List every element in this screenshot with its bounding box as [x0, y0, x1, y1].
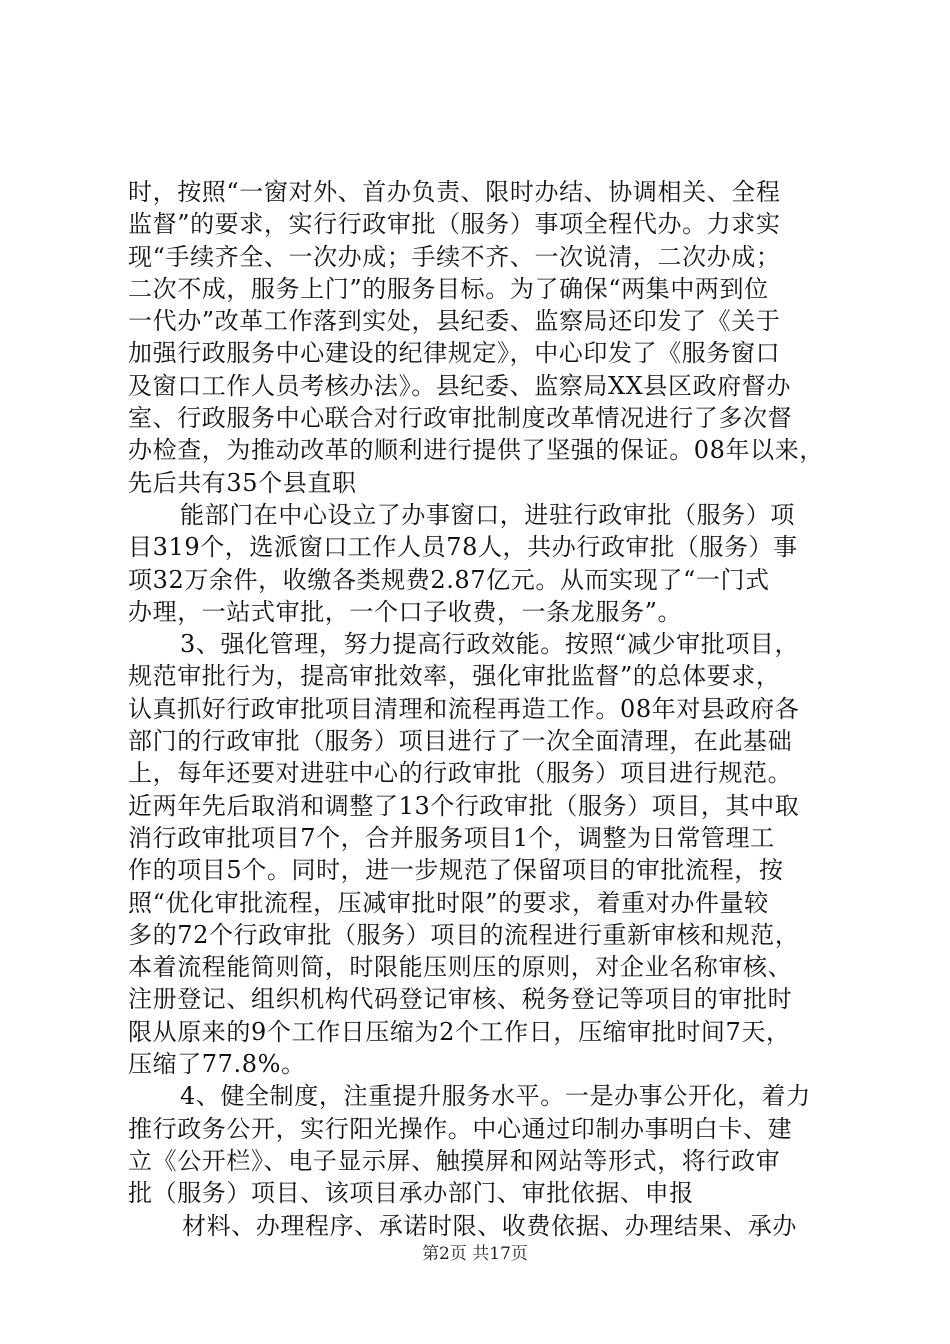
paragraph-start-line: 材料、办理程序、承诺时限、收费依据、办理结果、承办 [182, 1211, 797, 1240]
paragraph-start-line: 能部门在中心设立了办事窗口，进驻行政审批（服务）项 [180, 500, 795, 529]
text-line: 办理，一站式审批，一个口子收费，一条龙服务”。 [128, 597, 683, 626]
text-line: 及窗口工作人员考核办法》。县纪委、监察局XX县区政府督办 [128, 371, 791, 400]
page-number-footer: 第2页 共17页 [422, 1244, 528, 1264]
text-line: 照“优化审批流程，压减审批时限”的要求，着重对办件量较 [128, 888, 769, 917]
text-line: 一代办”改革工作落到实处，县纪委、监察局还印发了《关于 [128, 307, 781, 336]
text-line: 部门的行政审批（服务）项目进行了一次全面清理，在此基础 [128, 727, 793, 756]
text-line: 作的项目5个。同时，进一步规范了保留项目的审批流程，按 [128, 856, 784, 885]
text-line: 监督”的要求，实行行政审批（服务）事项全程代办。力求实 [128, 210, 781, 239]
paragraph-start-line: 4、健全制度，注重提升服务水平。一是办事公开化，着力 [180, 1082, 811, 1111]
text-line: 规范审批行为，提高审批效率，强化审批监督”的总体要求， [128, 662, 781, 691]
text-line: 加强行政服务中心建设的纪律规定》，中心印发了《服务窗口 [128, 339, 781, 368]
text-line: 二次不成，服务上门”的服务目标。为了确保“两集中两到位 [128, 274, 769, 303]
text-line: 办检查，为推动改革的顺利进行提供了坚强的保证。08年以来， [128, 436, 824, 465]
text-line: 批（服务）项目、该项目承办部门、审批依据、申报 [128, 1179, 694, 1208]
text-line: 近两年先后取消和调整了13个行政审批（服务）项目，其中取 [128, 791, 800, 820]
text-line: 推行政务公开，实行阳光操作。中心通过印制办事明白卡、建 [128, 1114, 793, 1143]
paragraph-start-line: 3、强化管理，努力提高行政效能。按照“减少审批项目， [180, 630, 800, 659]
document-body [128, 176, 828, 1242]
text-line: 先后共有35个县直职 [128, 468, 357, 497]
text-line: 现“手续齐全、一次办成；手续不齐、一次说清，二次办成； [128, 242, 781, 271]
text-line: 限从原来的9个工作日压缩为2个工作日，压缩审批时间7天， [128, 1017, 791, 1046]
text-line: 注册登记、组织机构代码登记审核、税务登记等项目的审批时 [128, 985, 793, 1014]
text-line: 压缩了77.8%。 [128, 1050, 306, 1079]
text-line: 消行政审批项目7个，合并服务项目1个，调整为日常管理工 [128, 823, 775, 852]
text-line: 项32万余件，收缴各类规费2.87亿元。从而实现了“一门式 [128, 565, 770, 594]
text-line: 上，每年还要对进驻中心的行政审批（服务）项目进行规范。 [128, 759, 793, 788]
text-line: 室、行政服务中心联合对行政审批制度改革情况进行了多次督 [128, 404, 793, 433]
text-line: 立《公开栏》、电子显示屏、触摸屏和网站等形式，将行政审 [128, 1146, 781, 1175]
text-line: 认真抓好行政审批项目清理和流程再造工作。08年对县政府各 [128, 694, 800, 723]
text-line: 本着流程能简则简，时限能压则压的原则，对企业名称审核、 [128, 953, 793, 982]
text-line: 时，按照“一窗对外、首办负责、限时办结、协调相关、全程 [128, 178, 781, 206]
text-line: 多的72个行政审批（服务）项目的流程进行重新审核和规范， [128, 920, 800, 949]
text-line: 目319个，选派窗口工作人员78人，共办行政审批（服务）事 [128, 533, 798, 562]
